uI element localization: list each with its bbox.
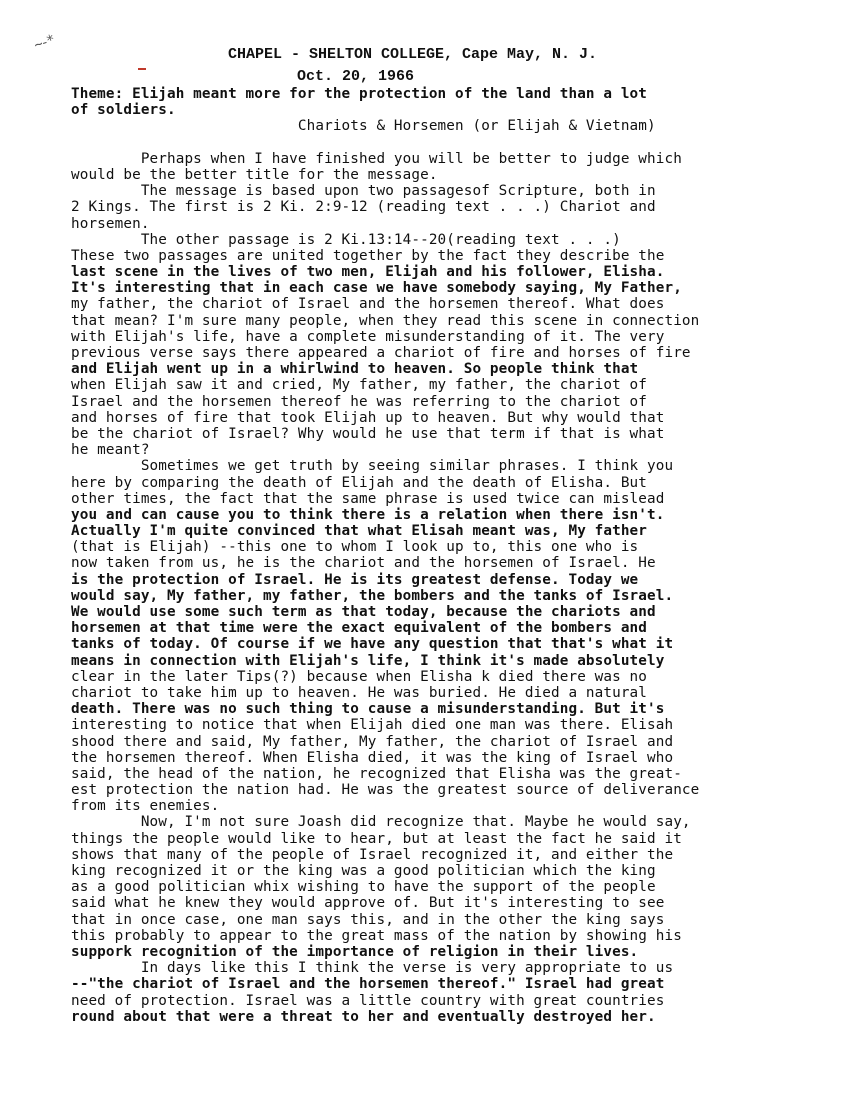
page-date: Oct. 20, 1966 xyxy=(297,68,415,85)
text-line: Israel and the horsemen thereof he was referring to the chariot of xyxy=(71,393,648,410)
text-line: now taken from us, he is the chariot and the horsemen of Israel. He xyxy=(71,555,656,572)
text-line: These two passages are united together by the fact they describe the xyxy=(71,247,665,264)
text-line: of soldiers. xyxy=(71,102,176,119)
text-line: Sometimes we get truth by seeing similar phrases. I think you xyxy=(71,458,674,475)
text-line: previous verse says there appeared a chariot of fire and horses of fire xyxy=(71,345,691,361)
text-line: king recognized it or the king was a good politician which the king xyxy=(71,863,656,879)
text-line: Now, I'm not sure Joash did recognize that. Maybe he would say, xyxy=(71,814,691,831)
red-ink-mark xyxy=(138,68,146,70)
text-line: be the chariot of Israel? Why would he use that term if that is what xyxy=(71,425,665,442)
text-line: this probably to appear to the great mass of the nation by showing his xyxy=(71,927,682,944)
text-line: from its enemies. xyxy=(71,798,220,815)
text-line: is the protection of Israel. He is its greatest defense. Today we xyxy=(71,571,639,588)
text-line: would say, My father, my father, the bombers and the tanks of Israel. xyxy=(71,587,674,604)
text-line: tanks of today. Of course if we have any question that that's what it xyxy=(71,636,674,653)
text-line: and Elijah went up in a whirlwind to heaven. So people think that xyxy=(71,361,639,378)
text-line: Chariots & Horsemen (or Elijah & Vietnam) xyxy=(71,118,656,135)
text-line: 2 Kings. The first is 2 Ki. 2:9-12 (reading text . . .) Chariot and xyxy=(71,199,656,216)
text-line: here by comparing the death of Elijah and the death of Elisha. But xyxy=(71,474,648,491)
text-line: est protection the nation had. He was the greatest source of deliverance xyxy=(71,782,700,799)
text-line: said what he knew they would approve of. But it's interesting to see xyxy=(71,895,665,912)
text-line: he meant? xyxy=(71,442,150,459)
text-line: Actually I'm quite convinced that what Elisah meant was, My father xyxy=(71,523,648,540)
text-line: with Elijah's life, have a complete misunderstanding of it. The very xyxy=(71,328,665,345)
text-line: The other passage is 2 Ki.13:14--20(reading text . . .) xyxy=(71,231,621,248)
text-line: the horsemen thereof. When Elisha died, it was the king of Israel who xyxy=(71,749,674,766)
page-title: CHAPEL - SHELTON COLLEGE, Cape May, N. J. xyxy=(228,46,598,63)
text-line: last scene in the lives of two men, Elijah and his follower, Elisha. xyxy=(71,264,665,281)
text-line: would be the better title for the message. xyxy=(71,166,438,183)
text-line: Theme: Elijah meant more for the protection of the land than a lot xyxy=(71,86,648,102)
text-line: said, the head of the nation, he recognized that Elisha was the great- xyxy=(71,765,682,782)
text-line: Perhaps when I have finished you will be better to judge which xyxy=(71,150,682,167)
text-line: We would use some such term as that today, because the chariots and xyxy=(71,604,656,620)
text-line: means in connection with Elijah's life, I think it's made absolutely xyxy=(71,652,665,669)
text-line: (that is Elijah) --this one to whom I look up to, this one who is xyxy=(71,539,639,556)
text-line: clear in the later Tips(?) because when Elisha k died there was no xyxy=(71,668,648,685)
text-line: you and can cause you to think there is a relation when there isn't. xyxy=(71,506,665,523)
text-line: horsemen. xyxy=(71,215,150,232)
text-line: when Elijah saw it and cried, My father, my father, the chariot of xyxy=(71,377,648,394)
text-line: round about that were a threat to her and eventually destroyed her. xyxy=(71,1008,656,1025)
ink-smudge: ~-* xyxy=(32,32,56,54)
text-line: --"the chariot of Israel and the horsemen thereof." Israel had great xyxy=(71,976,665,993)
text-line: other times, the fact that the same phrase is used twice can mislead xyxy=(71,490,665,507)
text-line: as a good politician whix wishing to have the support of the people xyxy=(71,879,656,896)
text-line: shows that many of the people of Israel recognized it, and either the xyxy=(71,846,674,863)
text-line xyxy=(71,135,841,151)
text-line: need of protection. Israel was a little country with great countries xyxy=(71,992,665,1009)
text-line: In days like this I think the verse is very appropriate to us xyxy=(71,960,674,977)
text-line: shood there and said, My father, My father, the chariot of Israel and xyxy=(71,733,674,750)
text-line: and horses of fire that took Elijah up to heaven. But why would that xyxy=(71,409,665,426)
text-line: suppork recognition of the importance of religion in their lives. xyxy=(71,943,639,960)
text-line: things the people would like to hear, but at least the fact he said it xyxy=(71,830,682,847)
text-line: It's interesting that in each case we have somebody saying, My Father, xyxy=(71,280,682,297)
text-line: horsemen at that time were the exact equivalent of the bombers and xyxy=(71,620,648,637)
text-line: interesting to notice that when Elijah died one man was there. Elisah xyxy=(71,717,674,734)
text-line: death. There was no such thing to cause a misunderstanding. But it's xyxy=(71,701,665,718)
text-line: The message is based upon two passagesof Scripture, both in xyxy=(71,183,656,200)
sermon-body xyxy=(71,86,841,1025)
text-line: that mean? I'm sure many people, when they read this scene in connection xyxy=(71,312,700,329)
text-line: chariot to take him up to heaven. He was buried. He died a natural xyxy=(71,684,648,701)
text-line: that in once case, one man says this, and in the other the king says xyxy=(71,911,665,928)
text-line: my father, the chariot of Israel and the horsemen thereof. What does xyxy=(71,296,665,313)
